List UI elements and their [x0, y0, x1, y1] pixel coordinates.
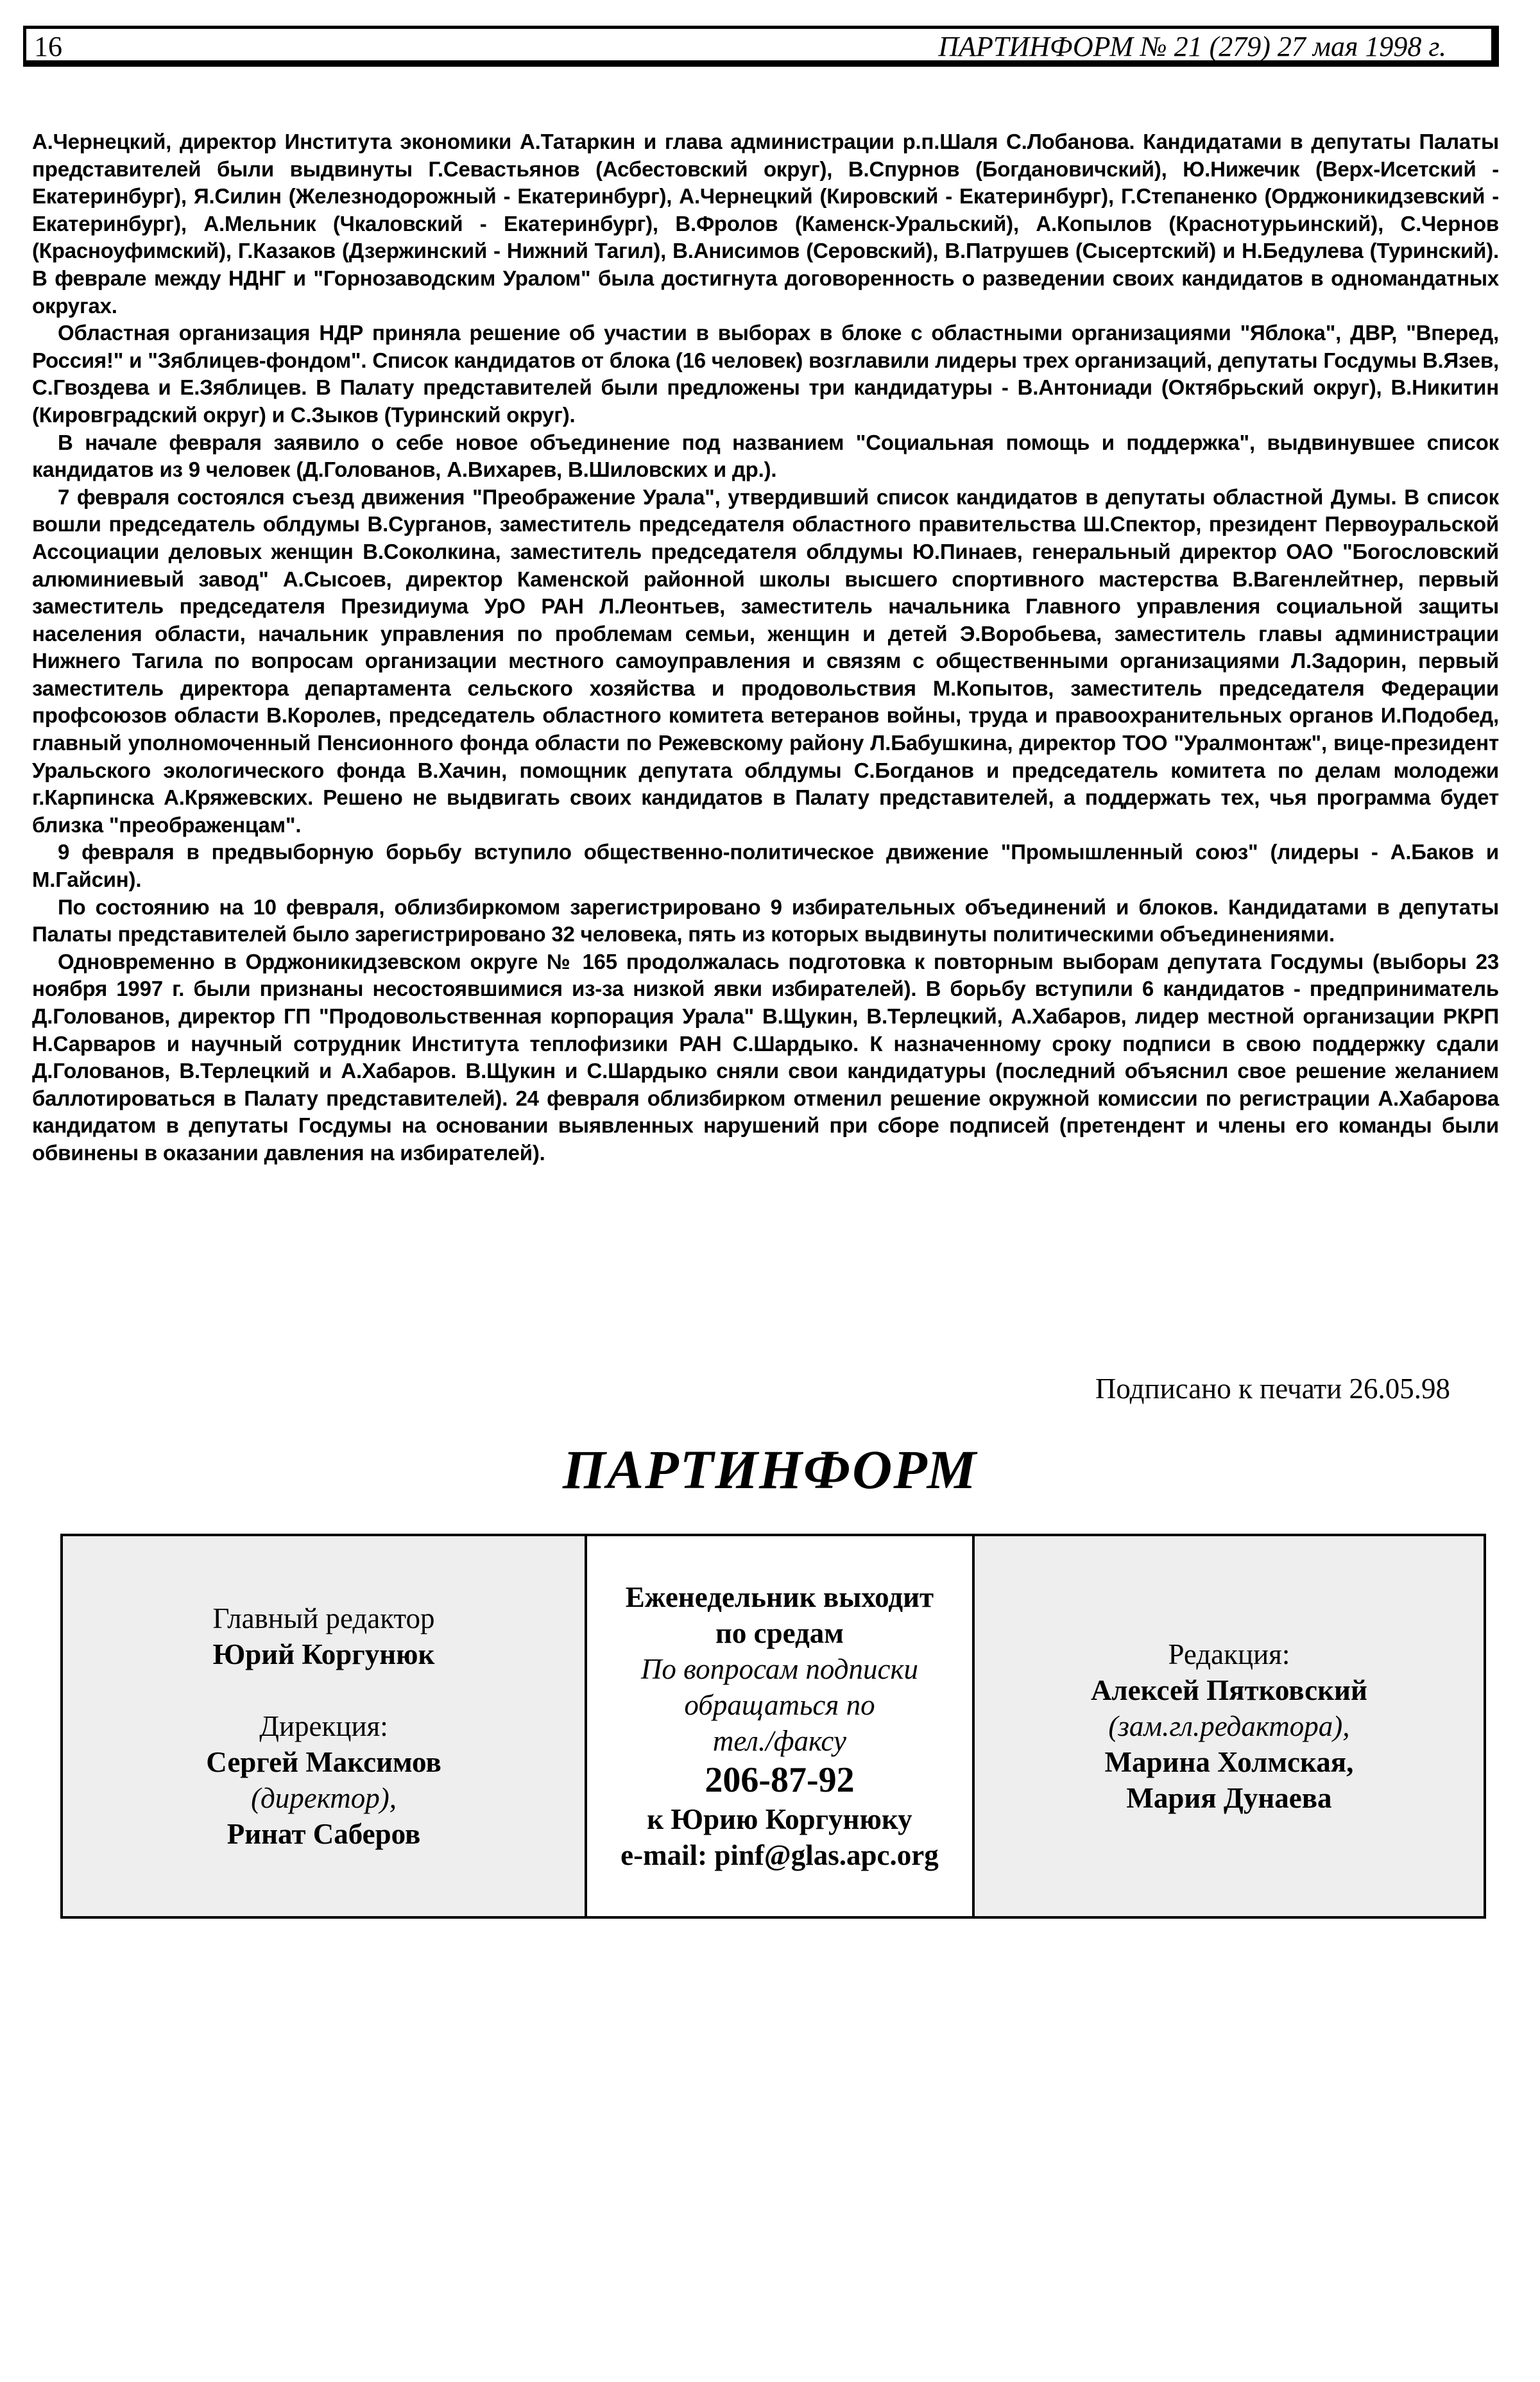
article-paragraph: 9 февраля в предвыборную борьбу вступило общественно-политическое движение "Промышленный союз" (лидеры - А.Баков и М.Гайсин).	[32, 840, 1499, 892]
directorate-label: Дирекция:	[259, 1710, 388, 1742]
subscription-line1: По вопросам подписки	[640, 1653, 919, 1685]
subscription-line2: обращаться по	[684, 1689, 875, 1721]
editorial-member-name: Мария Дунаева	[1126, 1782, 1332, 1814]
phone-number: 206-87-92	[705, 1760, 855, 1800]
article-paragraph: В начале февраля заявило о себе новое объединение под названием "Социальная помощь и поддержка", выдвинувшее список кандидатов из 9 человек (Д.Голованов, А.Вихарев, В.Шиловских и др.).	[32, 430, 1499, 482]
article-body	[32, 128, 1499, 1167]
directorate-member-name: Ринат Саберов	[227, 1818, 421, 1850]
article-paragraph: Одновременно в Орджоникидзевском округе № 165 продолжалась подготовка к повторным выборам депутата Госдумы (выборы 23 ноября 1997 г. были признаны несостоявшимися из-за низкой явки избирателей). В борьбу вступили 6 кандидатов - предприниматель Д.Голованов, директор ГП "Продовольственная корпорация Урала" В.Щукин, В.Терлецкий, А.Хабаров, лидер местной организации РКРП Н.Сарваров и научный сотрудник Института теплофизики РАН С.Шардыко. К назначенному сроку подписи в свою поддержку сдали Д.Голованов, В.Терлецкий и А.Хабаров. В.Щукин и С.Шардыко сняли свои кандидатуры (последний объяснил свое решение желанием баллотироваться в Палату представителей). 24 февраля облизбирком отменил решение окружной комиссии по регистрации А.Хабарова кандидатом в депутаты Госдумы на основании выявленных нарушений при сборе подписей (претендент и члены его команды были обвинены в оказании давления на избирателей).	[32, 949, 1499, 1165]
publication-title: ПАРТИНФОРМ	[562, 1439, 978, 1500]
article-paragraph: 7 февраля состоялся съезд движения "Преображение Урала", утвердивший список кандидатов в депутаты областной Думы. В список вошли председатель облдумы В.Сурганов, заместитель председателя областного правительства Ш.Спектор, президент Первоуральской Ассоциации деловых женщин В.Соколкина, заместитель председателя облдумы Ю.Пинаев, генеральный директор ОАО "Богословский алюминиевый завод" А.Сысоев, директор Каменской районной школы высшего спортивного мастерства В.Вагенлейтнер, первый заместитель председателя Президиума УрО РАН Л.Леонтьев, заместитель начальника Главного управления социальной защиты населения области, начальник управления по проблемам семьи, женщин и детей Э.Воробьева, заместитель главы администрации Нижнего Тагила по вопросам организации местного самоуправления и связям с общественными организациями Л.Задорин, первый заместитель директора департамента сельского хозяйства и продовольствия М.Копытов, заместитель председателя Федерации профсоюзов области В.Королев, председатель областного комитета ветеранов войны, труда и правоохранительных органов И.Подобед, главный уполномоченный Пенсионного фонда области по Режевскому району Л.Бабушкина, директор ТОО "Уралмонтаж", вице-президент Уральского экологического фонда В.Хачин, помощник депутата облдумы С.Богданов и председатель комитета по делам молодежи г.Карпинска А.Кряжевских. Решено не выдвигать своих кандидатов в Палату представителей, а поддержать тех, чья программа будет близка "преображенцам".	[32, 484, 1499, 837]
editorial-member-name: Марина Холмская,	[1104, 1746, 1354, 1778]
editorial-label: Редакция:	[1168, 1638, 1290, 1670]
imprint-editors-column	[63, 1536, 587, 1916]
imprint-box	[60, 1534, 1486, 1919]
page-number: 16	[34, 31, 62, 62]
deputy-editor-name: Алексей Пятковский	[1090, 1674, 1367, 1706]
email-address: e-mail: pinf@glas.apc.org	[620, 1839, 939, 1871]
subscription-line3: тел./факсу	[712, 1725, 847, 1757]
weekly-notice-line1: Еженедельник выходит	[625, 1581, 934, 1613]
page-header	[23, 26, 1499, 67]
director-name: Сергей Максимов	[206, 1746, 441, 1778]
deputy-editor-role: (зам.гл.редактора),	[1108, 1710, 1350, 1742]
signed-to-print: Подписано к печати 26.05.98	[1095, 1373, 1450, 1405]
issue-masthead: ПАРТИНФОРМ № 21 (279) 27 мая 1998 г.	[938, 31, 1446, 62]
chief-editor-label: Главный редактор	[212, 1602, 435, 1634]
contact-person: к Юрию Коргунюку	[647, 1803, 912, 1835]
article-paragraph: А.Чернецкий, директор Института экономики А.Татаркин и глава администрации р.п.Шаля С.Лобанова. Кандидатами в депутаты Палаты представителей были выдвинуты Г.Севастьянов (Асбестовский округ), В.Спурнов (Богдановичский), Ю.Нижечик (Верх-Исетский - Екатеринбург), Я.Силин (Железнодорожный - Екатеринбург), А.Чернецкий (Кировский - Екатеринбург), Г.Степаненко (Орджоникидзевский - Екатеринбург), А.Мельник (Чкаловский - Екатеринбург), В.Фролов (Каменск-Уральский), А.Копылов (Краснотурьинский), С.Чернов (Красноуфимский), Г.Казаков (Дзержинский - Нижний Тагил), В.Анисимов (Серовский), В.Патрушев (Сысертский) и Н.Бедулева (Туринский). В феврале между НДНГ и "Горнозаводским Уралом" была достигнута договоренность о разведении своих кандидатов в одномандатных округах.	[32, 130, 1499, 318]
imprint-editorial-column	[975, 1536, 1484, 1916]
article-paragraph: Областная организация НДР приняла решение об участии в выборах в блоке с областными организациями "Яблока", ДВР, "Вперед, Россия!" и "Зяблицев-фондом". Список кандидатов от блока (16 человек) возглавили лидеры трех организаций, депутаты Госдумы В.Язев, С.Гвоздева и Е.Зяблицев. В Палату представителей были предложены три кандидатуры - В.Антониади (Октябрьский округ), В.Никитин (Кировградский округ) и С.Зыков (Туринский округ).	[32, 321, 1499, 427]
director-role: (директор),	[251, 1782, 397, 1814]
imprint-subscription-column	[587, 1536, 975, 1916]
weekly-notice-line2: по средам	[715, 1617, 844, 1649]
article-paragraph: По состоянию на 10 февраля, облизбиркомом зарегистрировано 9 избирательных объединений и блоков. Кандидатами в депутаты Палаты представителей было зарегистрировано 32 человека, пять из которых выдвинуты политическими объединениями.	[32, 895, 1499, 947]
chief-editor-name: Юрий Коргунюк	[212, 1638, 435, 1670]
